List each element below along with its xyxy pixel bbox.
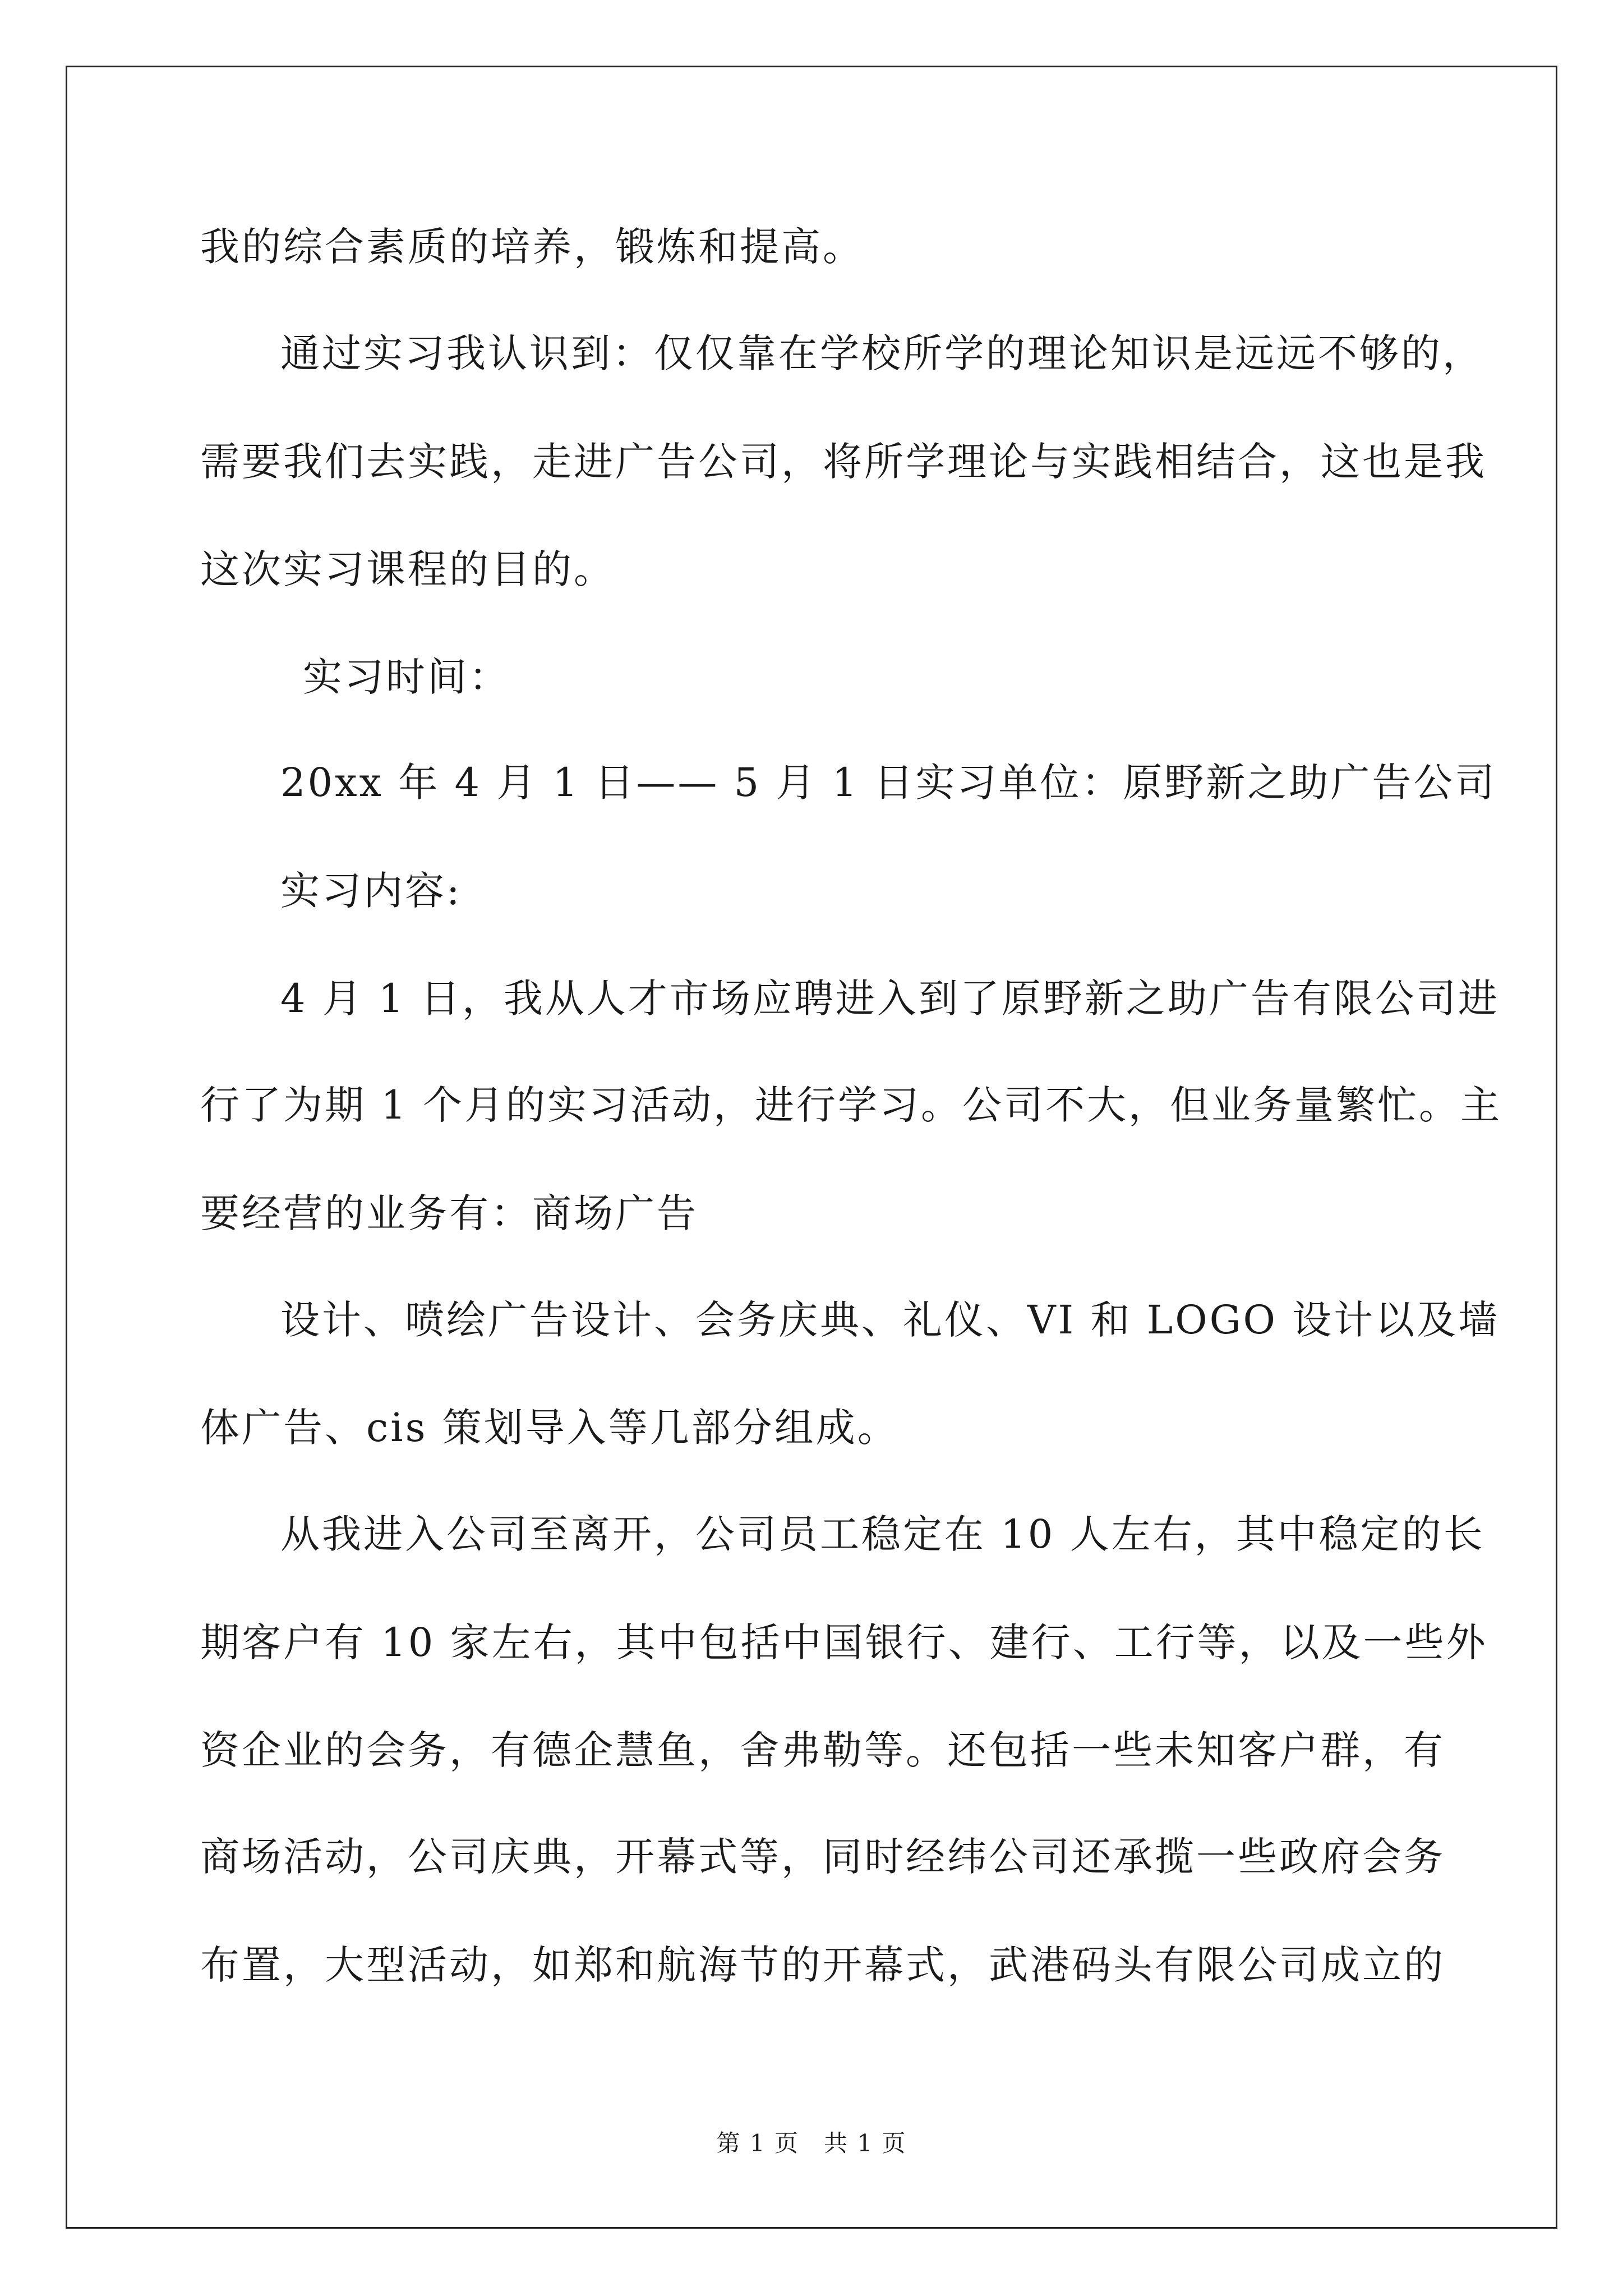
text-line: 期客户有 10 家左右，其中包括中国银行、建行、工行等，以及一些外 bbox=[200, 1619, 1488, 1665]
text-line: 设计、喷绘广告设计、会务庆典、礼仪、VI 和 LOGO 设计以及墙 bbox=[280, 1297, 1500, 1343]
text-line: 要经营的业务有：商场广告 bbox=[200, 1190, 698, 1236]
text-line: 我的综合素质的培养，锻炼和提高。 bbox=[200, 224, 864, 270]
text-line: 行了为期 1 个月的实习活动，进行学习。公司不大，但业务量繁忙。主 bbox=[200, 1082, 1502, 1128]
text-line: 商场活动，公司庆典，开幕式等，同时经纬公司还承揽一些政府会务 bbox=[200, 1834, 1445, 1880]
page-footer: 第 1 页 共 1 页 bbox=[716, 2129, 907, 2157]
text-line: 这次实习课程的目的。 bbox=[200, 546, 615, 592]
text-line: 体广告、cis 策划导入等几部分组成。 bbox=[200, 1405, 899, 1451]
text-line: 20xx 年 4 月 1 日—— 5 月 1 日实习单位：原野新之助广告公司 bbox=[280, 760, 1497, 806]
text-line: 4 月 1 日，我从人才市场应聘进入到了原野新之助广告有限公司进 bbox=[280, 976, 1500, 1022]
text-line: 布置，大型活动，如郑和航海节的开幕式，武港码头有限公司成立的 bbox=[200, 1942, 1445, 1988]
text-line: 从我进入公司至离开，公司员工稳定在 10 人左右，其中稳定的长 bbox=[280, 1511, 1485, 1557]
text-line: 实习时间： bbox=[303, 654, 510, 700]
page-border bbox=[66, 66, 1557, 2229]
text-line: 资企业的会务，有德企慧鱼，舍弗勒等。还包括一些未知客户群，有 bbox=[200, 1727, 1445, 1773]
text-line: 实习内容: bbox=[280, 868, 462, 914]
text-line: 通过实习我认识到：仅仅靠在学校所学的理论知识是远远不够的， bbox=[280, 330, 1484, 376]
text-line: 需要我们去实践，走进广告公司，将所学理论与实践相结合，这也是我 bbox=[200, 439, 1487, 485]
